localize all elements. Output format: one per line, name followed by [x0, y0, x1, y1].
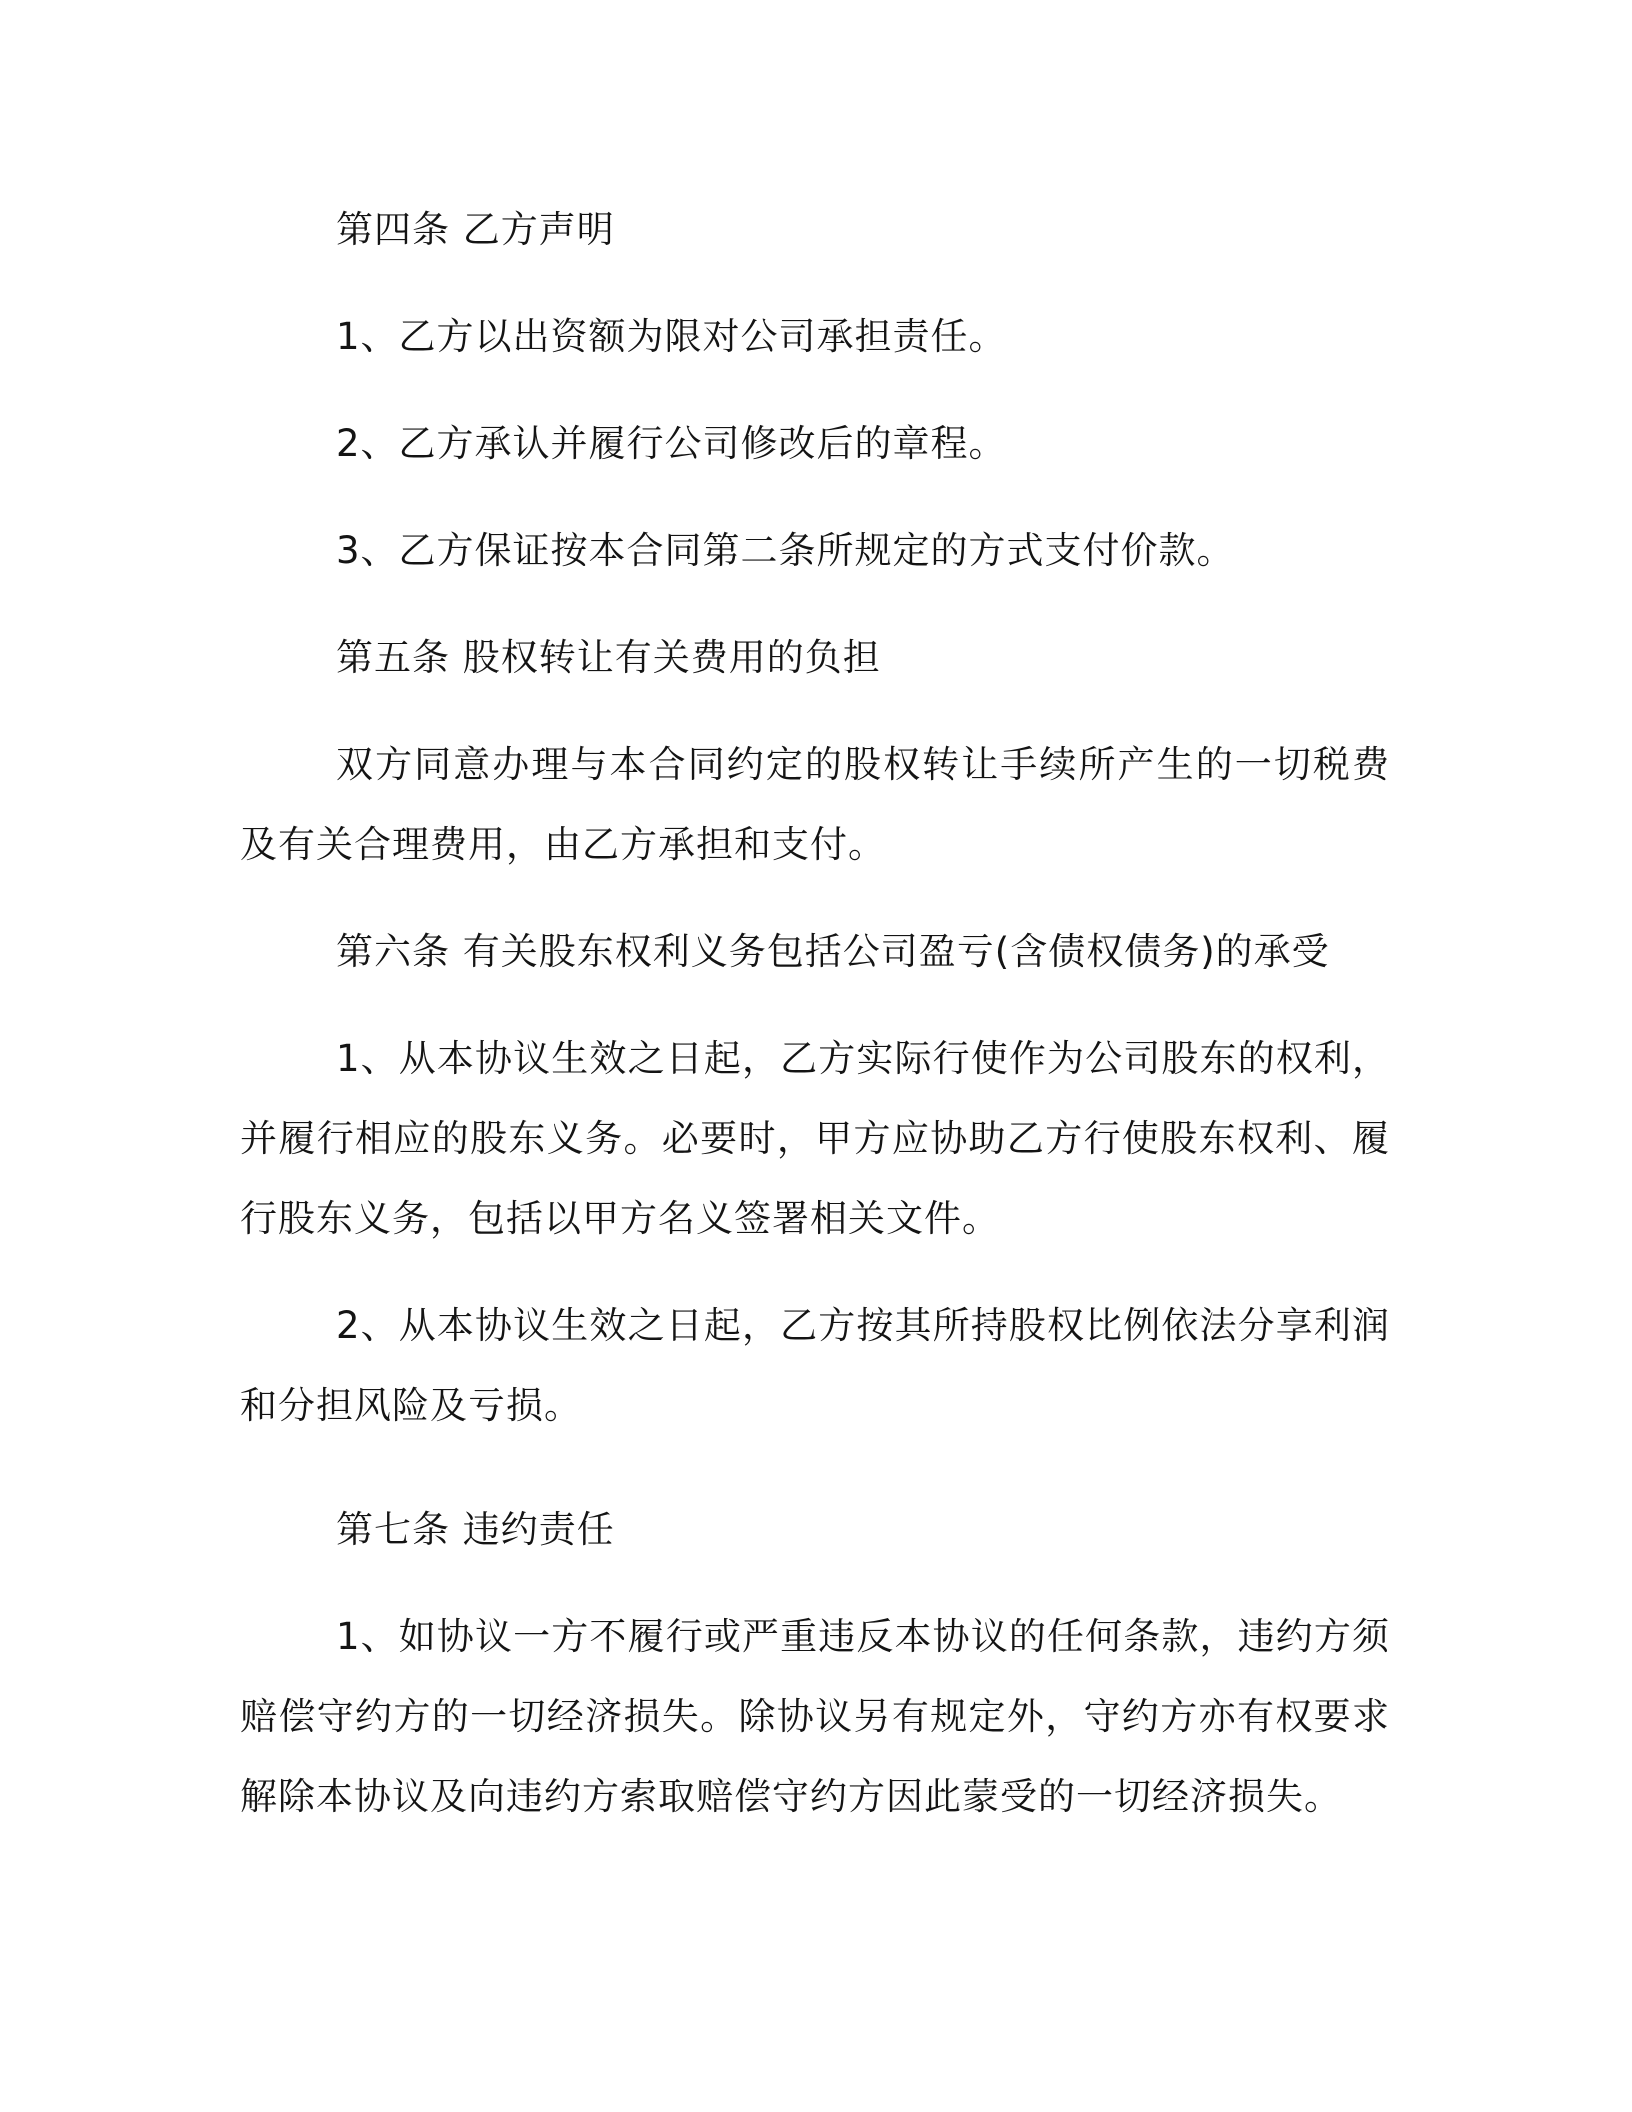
article-5-title: 第五条 股权转让有关费用的负担: [336, 636, 881, 679]
article-6-item-2: 2、从本协议生效之日起，乙方按其所持股权比例依法分享利润和分担风险及亏损。: [240, 1304, 1390, 1427]
article-6-title: 第六条 有关股东权利义务包括公司盈亏(含债权债务)的承受: [336, 930, 1330, 973]
document-page: [240, 190, 1390, 1837]
article-5-text: 双方同意办理与本合同约定的股权转让手续所产生的一切税费及有关合理费用，由乙方承担和支付。: [240, 743, 1390, 866]
article-4-item-1: 1、乙方以出资额为限对公司承担责任。: [336, 315, 1007, 358]
article-6-item-1: 1、从本协议生效之日起，乙方实际行使作为公司股东的权利，并履行相应的股东义务。必要时，甲方应协助乙方行使股东权利、履行股东义务，包括以甲方名义签署相关文件。: [240, 1037, 1390, 1240]
article-7-item-1: 1、如协议一方不履行或严重违反本协议的任何条款，违约方须赔偿守约方的一切经济损失。除协议另有规定外，守约方亦有权要求解除本协议及向违约方索取赔偿守约方因此蒙受的一切经济损失。: [240, 1615, 1390, 1818]
article-4-item-2: 2、乙方承认并履行公司修改后的章程。: [336, 422, 1007, 465]
article-4-item-3: 3、乙方保证按本合同第二条所规定的方式支付价款。: [336, 529, 1235, 572]
article-4-title: 第四条 乙方声明: [336, 208, 615, 251]
article-7-title: 第七条 违约责任: [336, 1508, 615, 1551]
